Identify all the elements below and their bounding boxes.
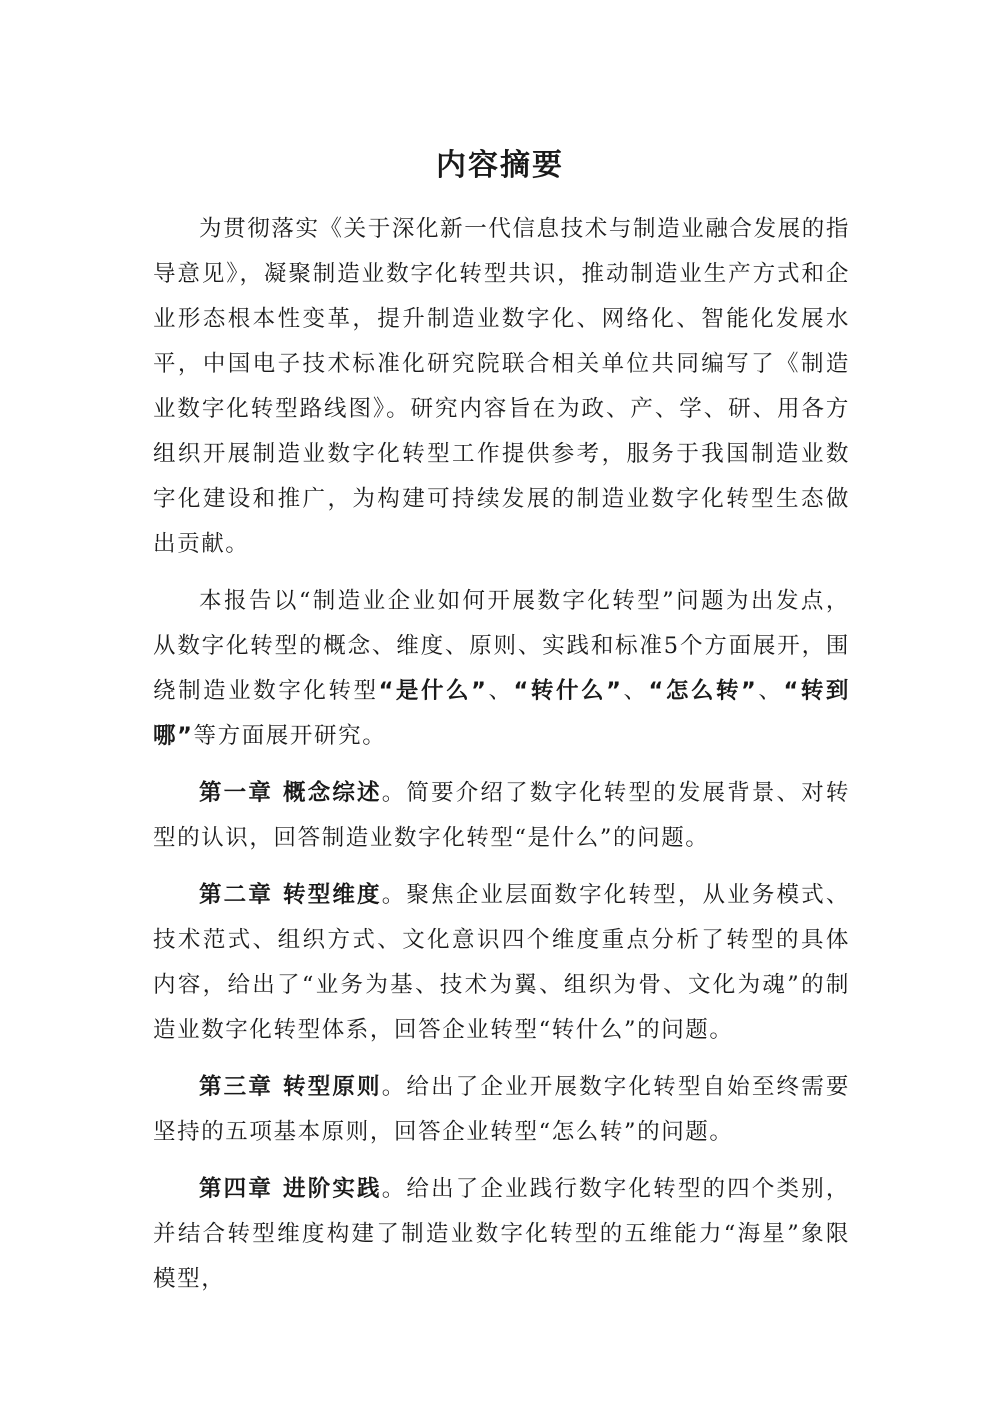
chapter-description: 。聚焦企业层面数字化转型，从业务模式、技术范式、组织方式、文化意识四个维度重点分析了转型的具体内容，给出了“业务为基、技术为翼、组织为骨、文化为魂”的制造业数字化转型体系，回答企业转型“转什么”的问题。 — [153, 882, 850, 1043]
paragraph-gap — [153, 567, 850, 579]
chapter-number: 第四章 — [199, 1176, 274, 1202]
question-what: “是什么” — [378, 678, 488, 704]
paragraph-gap — [153, 861, 850, 873]
chapter-title: 进阶实践 — [283, 1176, 382, 1202]
chapter-title: 转型维度 — [283, 882, 382, 908]
chapter-number: 第一章 — [199, 780, 274, 806]
chapter-number: 第三章 — [199, 1074, 274, 1100]
separator: 、 — [487, 678, 514, 704]
chapter-3-paragraph — [153, 1065, 850, 1155]
chapter-number: 第二章 — [199, 882, 274, 908]
paragraph-gap — [153, 1053, 850, 1065]
paragraph-gap — [153, 1155, 850, 1167]
abstract-body — [153, 207, 850, 1302]
chapter-description: 。简要介绍了数字化转型的发展背景、对转型的认识，回答制造业数字化转型“是什么”的问题。 — [153, 780, 850, 851]
question-where: “转到哪” — [153, 678, 850, 749]
chapter-1-paragraph — [153, 771, 850, 861]
intro-paragraph-2-end: 等方面展开研究。 — [193, 723, 387, 749]
question-transform-what: “转什么” — [513, 678, 623, 704]
chapter-title: 转型原则 — [283, 1074, 382, 1100]
separator: 、 — [757, 678, 784, 704]
intro-paragraph-2 — [153, 579, 850, 759]
intro-paragraph-1: 为贯彻落实《关于深化新一代信息技术与制造业融合发展的指导意见》，凝聚制造业数字化转型共识，推动制造业生产方式和企业形态根本性变革，提升制造业数字化、网络化、智能化发展水平，中国电子技术标准化研究院联合相关单位共同编写了《制造业数字化转型路线图》。研究内容旨在为政、产、学、研、用各方组织开展制造业数字化转型工作提供参考，服务于我国制造业数字化建设和推广，为构建可持续发展的制造业数字化转型生态做出贡献。 — [153, 216, 850, 557]
separator: 、 — [622, 678, 649, 704]
page-title: 内容摘要 — [436, 148, 564, 183]
chapter-title: 概念综述 — [283, 780, 382, 806]
chapter-description: 。给出了企业践行数字化转型的四个类别，并结合转型维度构建了制造业数字化转型的五维能力“海星”象限模型， — [153, 1176, 850, 1292]
chapter-4-paragraph — [153, 1167, 850, 1302]
paragraph-gap — [153, 759, 850, 771]
question-how: “怎么转” — [648, 678, 758, 704]
intro-paragraph-2-text: 本报告以“制造业企业如何开展数字化转型”问题为出发点，从数字化转型的概念、维度、原则、实践和标准5个方面展开，围绕制造业数字化转型 — [153, 588, 850, 704]
chapter-2-paragraph — [153, 873, 850, 1053]
chapter-description: 。给出了企业开展数字化转型自始至终需要坚持的五项基本原则，回答企业转型“怎么转”的问题。 — [153, 1074, 850, 1145]
